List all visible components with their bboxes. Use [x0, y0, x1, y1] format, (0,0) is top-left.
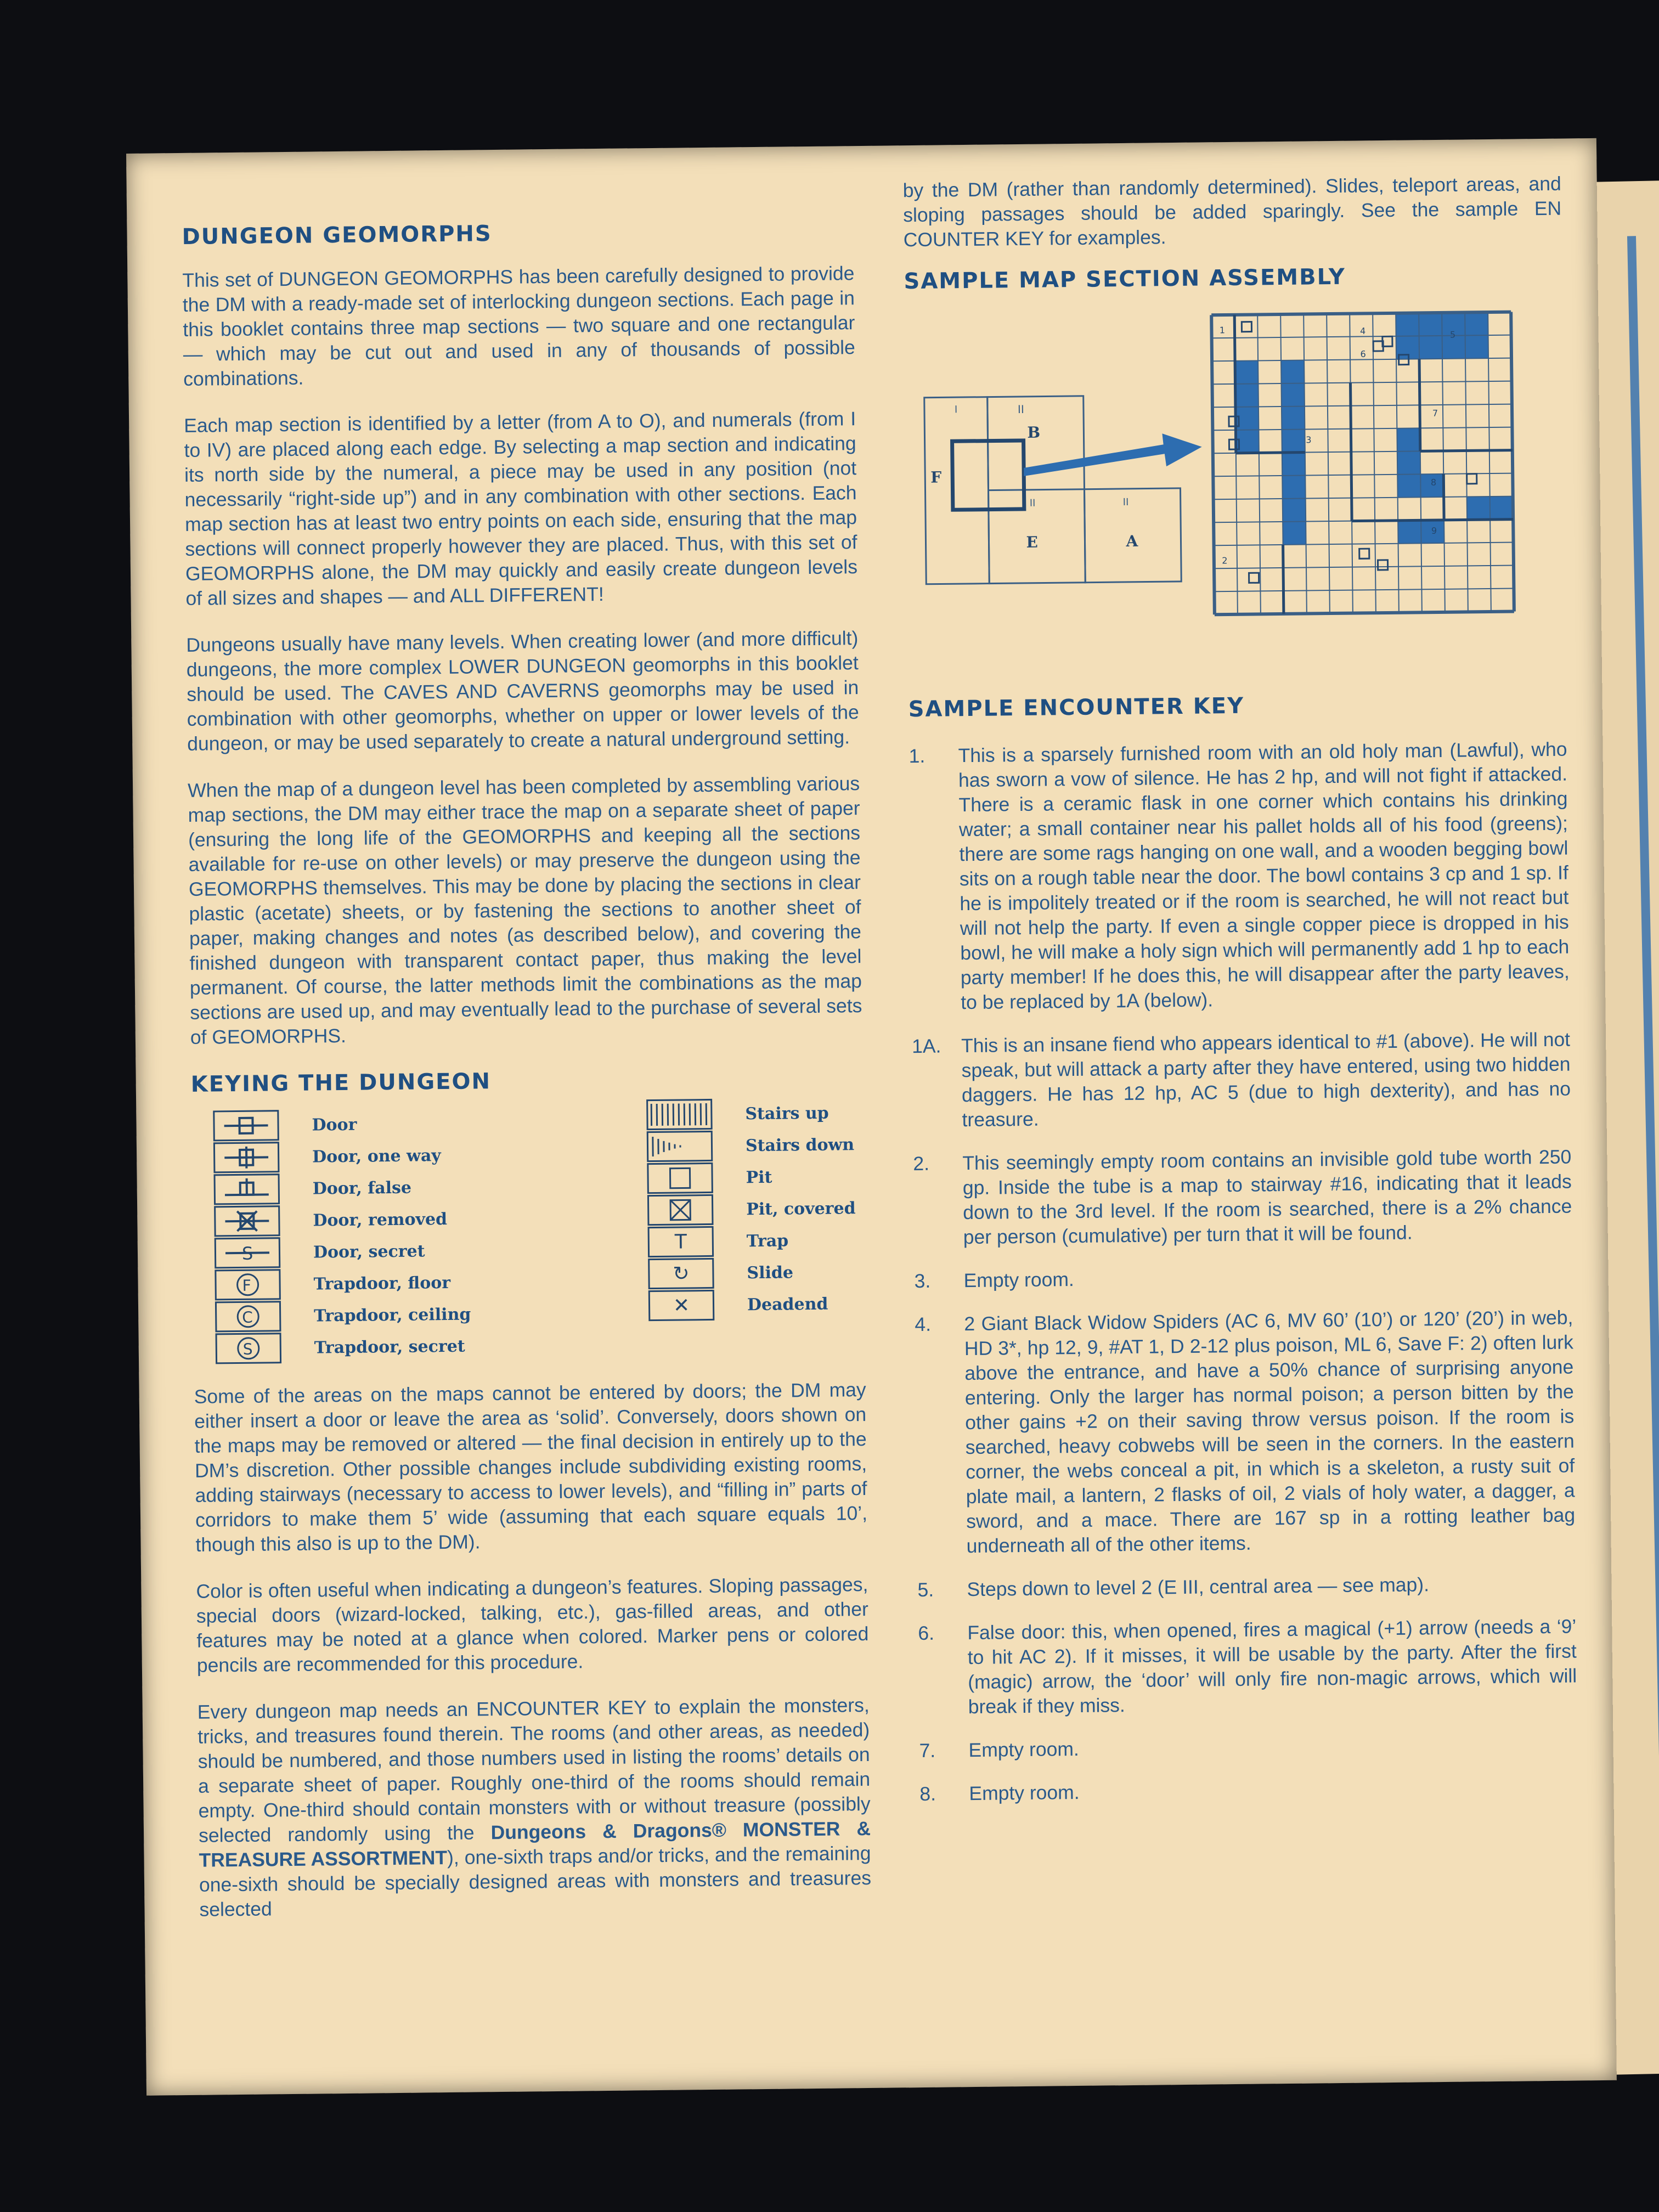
trapdoor-letter: S: [242, 1340, 253, 1358]
room-wall: [1234, 315, 1236, 453]
door-secret-icon: [215, 1237, 281, 1268]
symbol-legend: [191, 1103, 866, 1368]
door-one-way-icon: [213, 1142, 280, 1173]
legend-row: [216, 1330, 472, 1365]
legend-row: [647, 1128, 855, 1163]
legend-label: Door, secret: [313, 1241, 425, 1262]
grid-line: [1327, 314, 1330, 613]
room-number: 3: [1306, 435, 1312, 445]
trapdoor-ceiling-icon: [215, 1301, 281, 1332]
slide-icon: ↻: [648, 1258, 714, 1289]
grid-line: [1257, 314, 1261, 614]
room-wall: [1419, 359, 1420, 451]
grid-line: [1214, 589, 1514, 592]
encounter-item: 1A. This is an insane fiend who appears identical to #1 (above). He will not speak, but will attack a party after they have entered, using two hidden daggers. He has 12 hp, AC 5 (due to high dexterity), and has no treasure.: [911, 1028, 1571, 1131]
legend-row: [648, 1224, 856, 1258]
title-sample-map-section-assembly: SAMPLE MAP SECTION ASSEMBLY: [904, 264, 1346, 295]
pit-icon: [647, 1163, 713, 1194]
legend-row: [213, 1139, 470, 1174]
map-letter-f: F: [930, 468, 942, 487]
door-icon: [1359, 549, 1369, 558]
door-icon: [213, 1110, 279, 1141]
map-letter-e: E: [1026, 533, 1039, 551]
legend-label: Stairs up: [745, 1103, 829, 1124]
legend-row: [648, 1256, 856, 1290]
map-numeral: II: [1122, 496, 1129, 509]
map-numeral: II: [1017, 402, 1024, 416]
grid-line: [1488, 312, 1491, 612]
room-number: 4: [1360, 325, 1366, 336]
door-false-icon: [213, 1173, 280, 1205]
grid-line: [1211, 315, 1215, 614]
legend-row: [647, 1160, 855, 1194]
legend-row: [215, 1267, 471, 1301]
encounter-item: 3. Empty room.: [914, 1268, 1075, 1293]
legend-features: [646, 1097, 857, 1322]
encounter-list: [909, 737, 1578, 1807]
legend-label: Pit, covered: [746, 1198, 856, 1219]
paragraph-assembling: When the map of a dungeon level has been completed by assembling various map sections, the DM may either trace the map on a separate sheet of paper (ensuring the long life of the GEOMORPHS and keeping all the sections available for re-use on other levels) or may preserve the dungeon using the GEOMORPHS themselves. This may be done by placing the sections in clear plastic (acetate) sheets, or by fastening the sections to another sheet of paper, making changes and notes (as described below), and covering the finished dungeon with transparent contact paper, thus making the level permanent. Of course, the latter methods limit the combinations as the map sections are used up, and may eventually lead to the purchase of several sets of GEOMORPHS.: [187, 772, 862, 1048]
legend-label: Stairs down: [745, 1135, 855, 1155]
legend-label: Pit: [746, 1167, 772, 1187]
grid-line: [1511, 312, 1514, 612]
stairs-down-icon: [647, 1131, 713, 1162]
room-wall: [1283, 545, 1284, 614]
encounter-item: 7. Empty room.: [919, 1737, 1079, 1762]
legend-label: Door, one way: [312, 1146, 441, 1167]
legend-row: [214, 1203, 470, 1238]
room-number: 1: [1219, 325, 1226, 336]
room-number: 7: [1432, 408, 1438, 419]
legend-label: Trapdoor, secret: [314, 1336, 465, 1358]
encounter-item: 4. 2 Giant Black Widow Spiders (AC 6, MV 60’ (10’) or 120’ (20’) in web, HD 3*, hp 12, 9, #AT 1, D 2-12 plus poison, ML 6, Save F: 2) often lurk above the entrance, and have a 50% chance of surprising anyone entering. Only the larger has normal poison; a person bitten by the other gains +2 on their saving throw versus poison. If the room is searched, heavy cobwebs will be seen in the corners. In the eastern corner, the webs conceal a pit, in which is a skeleton, a rusty suit of plate mail, a lantern, 2 flasks of oil, 2 vials of holy water, a dagger, a sword, and a mace. There are 167 sp in a rotting leather bag underneath all of the other items.: [915, 1306, 1576, 1558]
booklet-page: [126, 138, 1617, 2096]
stairs-up-icon: [646, 1099, 713, 1130]
title-dungeon-geomorphs: DUNGEON GEOMORPHS: [182, 221, 492, 250]
room-number: 2: [1222, 555, 1228, 566]
paragraph-sections: Each map section is identified by a letter (from A to O), and numerals (from I to IV) are placed along each edge. By selecting a map section and indicating its north side by the numeral, a piece may be used in any position (not necessarily “right-side up”) and in any combination with other sections. Each map section has at least two entry points on each side, ensuring that the map sections will connect properly however they are placed. Thus, with this set of GEOMORPHS alone, the DM may quickly and easily create dungeon levels of all sizes and shapes — and ALL DIFFERENT!: [183, 408, 858, 610]
encounter-item: 2. This seemingly empty room contains an invisible gold tube worth 250 gp. Inside the tube is a map to stairway #16, indicating that it leads down to the 3rd level. If the room is searched, there is a 2% chance per person (cumulative) per turn that it will be found.: [913, 1146, 1572, 1249]
door-removed-icon: [214, 1205, 280, 1237]
map-letter-a: A: [1126, 532, 1138, 550]
room-wall: [1420, 450, 1513, 452]
legend-row: [215, 1235, 471, 1269]
deadend-icon: ✕: [648, 1290, 715, 1321]
legend-row: [215, 1299, 471, 1333]
map-diagram: [904, 306, 1566, 675]
arrow-icon: [1023, 433, 1202, 476]
door-icon: [1378, 560, 1387, 570]
trapdoor-secret-icon: [216, 1333, 282, 1364]
grid-line: [1214, 543, 1514, 546]
map-letter-b: B: [1027, 423, 1041, 442]
room-number: 9: [1431, 525, 1437, 536]
title-keying-the-dungeon: KEYING THE DUNGEON: [190, 1069, 492, 1097]
legend-row: [648, 1288, 857, 1322]
svg-text:S: S: [241, 1243, 253, 1264]
legend-label: Door, false: [312, 1178, 412, 1199]
right-column: [903, 172, 1578, 1825]
map-numeral: II: [1029, 497, 1036, 509]
trapdoor-letter: C: [242, 1308, 253, 1327]
room-wall: [1352, 520, 1513, 521]
room-wall: [1443, 474, 1444, 520]
room-number: 8: [1430, 477, 1437, 488]
room-number: 6: [1360, 348, 1366, 359]
legend-label: Trapdoor, floor: [313, 1273, 451, 1294]
map-numeral: I: [954, 404, 958, 416]
grid-fill: [1281, 360, 1305, 476]
door-icon: [1467, 474, 1477, 484]
legend-label: Door: [312, 1115, 357, 1135]
paragraph-encounter-key: Every dungeon map needs an ENCOUNTER KEY to explain the monsters, tricks, and treasures found therein. The rooms (and other areas, as needed) should be numbered, and those numbers used in listing the rooms’ details on a separate sheet of paper. Roughly one-third of the rooms should remain empty. One-third should contain monsters with or without treasure (possibly selected randomly using the Dungeons & Dragons® MONSTER & TREASURE ASSORTMENT), one-sixth traps and/or tricks, and the remaining one-sixth should be specially designed areas with monsters and treasures selected: [197, 1694, 872, 1921]
encounter-item: 8. Empty room.: [919, 1781, 1080, 1805]
room-wall: [1350, 383, 1352, 521]
enlarged-grid: [1211, 312, 1514, 615]
paragraph-levels: Dungeons usually have many levels. When creating lower (and more difficult) dungeons, the more complex LOWER DUNGEON geomorphs in this booklet should be used. The CAVES AND CAVERNS geomorphs may be used in combination with other geomorphs, whether on upper or lower levels of the dungeon, or may be used separately to create a natural underground setting.: [186, 627, 859, 755]
door-icon: [1242, 322, 1251, 332]
trapdoor-floor-icon: [215, 1269, 281, 1300]
next-page-blue-strip: [1627, 236, 1659, 1991]
grid-line: [1214, 566, 1514, 569]
paragraph-areas: Some of the areas on the maps cannot be entered by doors; the DM may either insert a door or leave the area as ‘solid’. Conversely, doors shown on the maps may be removed or altered — the final decision in entirely up to the DM’s discretion. Other possible changes include subdividing existing rooms, adding stairways (necessary to access to lower levels), and “filling in” parts of corridors to make them 5’ wide (assuming that each square equals 10’, though this also is up to the DM).: [194, 1379, 868, 1556]
legend-label: Trapdoor, ceiling: [314, 1305, 471, 1326]
paragraph-intro: This set of DUNGEON GEOMORPHS has been carefully designed to provide the DM with a ready-made set of interlocking dungeon sections. Each page in this booklet contains three map sections — two square and one rectangular — which may be cut out and used in any of thousands of possible combinations.: [182, 262, 855, 390]
legend-row: [646, 1097, 855, 1131]
encounter-item: 6. False door: this, when opened, fires a magical (+1) arrow (needs a ‘9’ to hit AC 2). If it misses, it will be usable by the party. After the first (magic) arrow, the ‘door’ will only fire non-magic arrows, which will break if they miss.: [918, 1615, 1577, 1718]
encounter-item: 5. Steps down to level 2 (E III, central area — see map).: [917, 1573, 1430, 1601]
left-column: [182, 217, 872, 1944]
title-sample-encounter-key: SAMPLE ENCOUNTER KEY: [908, 693, 1245, 723]
door-icon: [1249, 573, 1259, 583]
legend-label: Trap: [746, 1231, 789, 1251]
legend-row: [213, 1171, 470, 1206]
trapdoor-letter: F: [242, 1276, 251, 1295]
paragraph-continuation: by the DM (rather than randomly determined). Slides, teleport areas, and sloping passages should be added sparingly. See the sample EN COUNTER KEY for examples.: [902, 172, 1562, 251]
pit-covered-icon: [647, 1194, 714, 1226]
grid-fill: [1490, 496, 1513, 520]
grid-fill: [1282, 476, 1306, 545]
sample-map-figure: [904, 306, 1566, 675]
encounter-item: 1. This is a sparsely furnished room with an old holy man (Lawful), who has sworn a vow of silence. He has 2 hp, and will not fight if attacked. There is a ceramic flask in one corner which contains his drinking water; a small container near his pallet holds all of his food (greens); there are some rags hanging on one wall, and a wooden begging bowl sits on a rough table near the door. The bowl contains 3 cp and 1 sp. If he is impolitely treated or if the room is searched, he will not react but will not help the party. If even a single copper piece is dropped in his bowl, he will make a holy sign which will permanently add 1 hp to each party member! If he does this, he will disappear after the party leaves, to be replaced by 1A (below).: [909, 738, 1570, 1014]
grid-line: [1215, 612, 1514, 615]
room-number: 5: [1449, 329, 1456, 340]
trap-icon: T: [648, 1226, 714, 1257]
legend-label: Slide: [747, 1262, 794, 1283]
paragraph-color: Color is often useful when indicating a dungeon’s features. Sloping passages, special doors (wizard-locked, talking, etc.), gas-filled areas, and other features may be noted at a glance when colored. Marker pens or colored pencils are recommended for this procedure.: [196, 1573, 869, 1677]
legend-row: [647, 1192, 856, 1226]
legend-doors: [213, 1108, 471, 1365]
legend-label: Door, removed: [313, 1209, 448, 1231]
grid-fill: [1467, 496, 1490, 520]
legend-row: [213, 1108, 469, 1142]
legend-label: Deadend: [747, 1294, 828, 1314]
grid-line: [1373, 313, 1376, 613]
